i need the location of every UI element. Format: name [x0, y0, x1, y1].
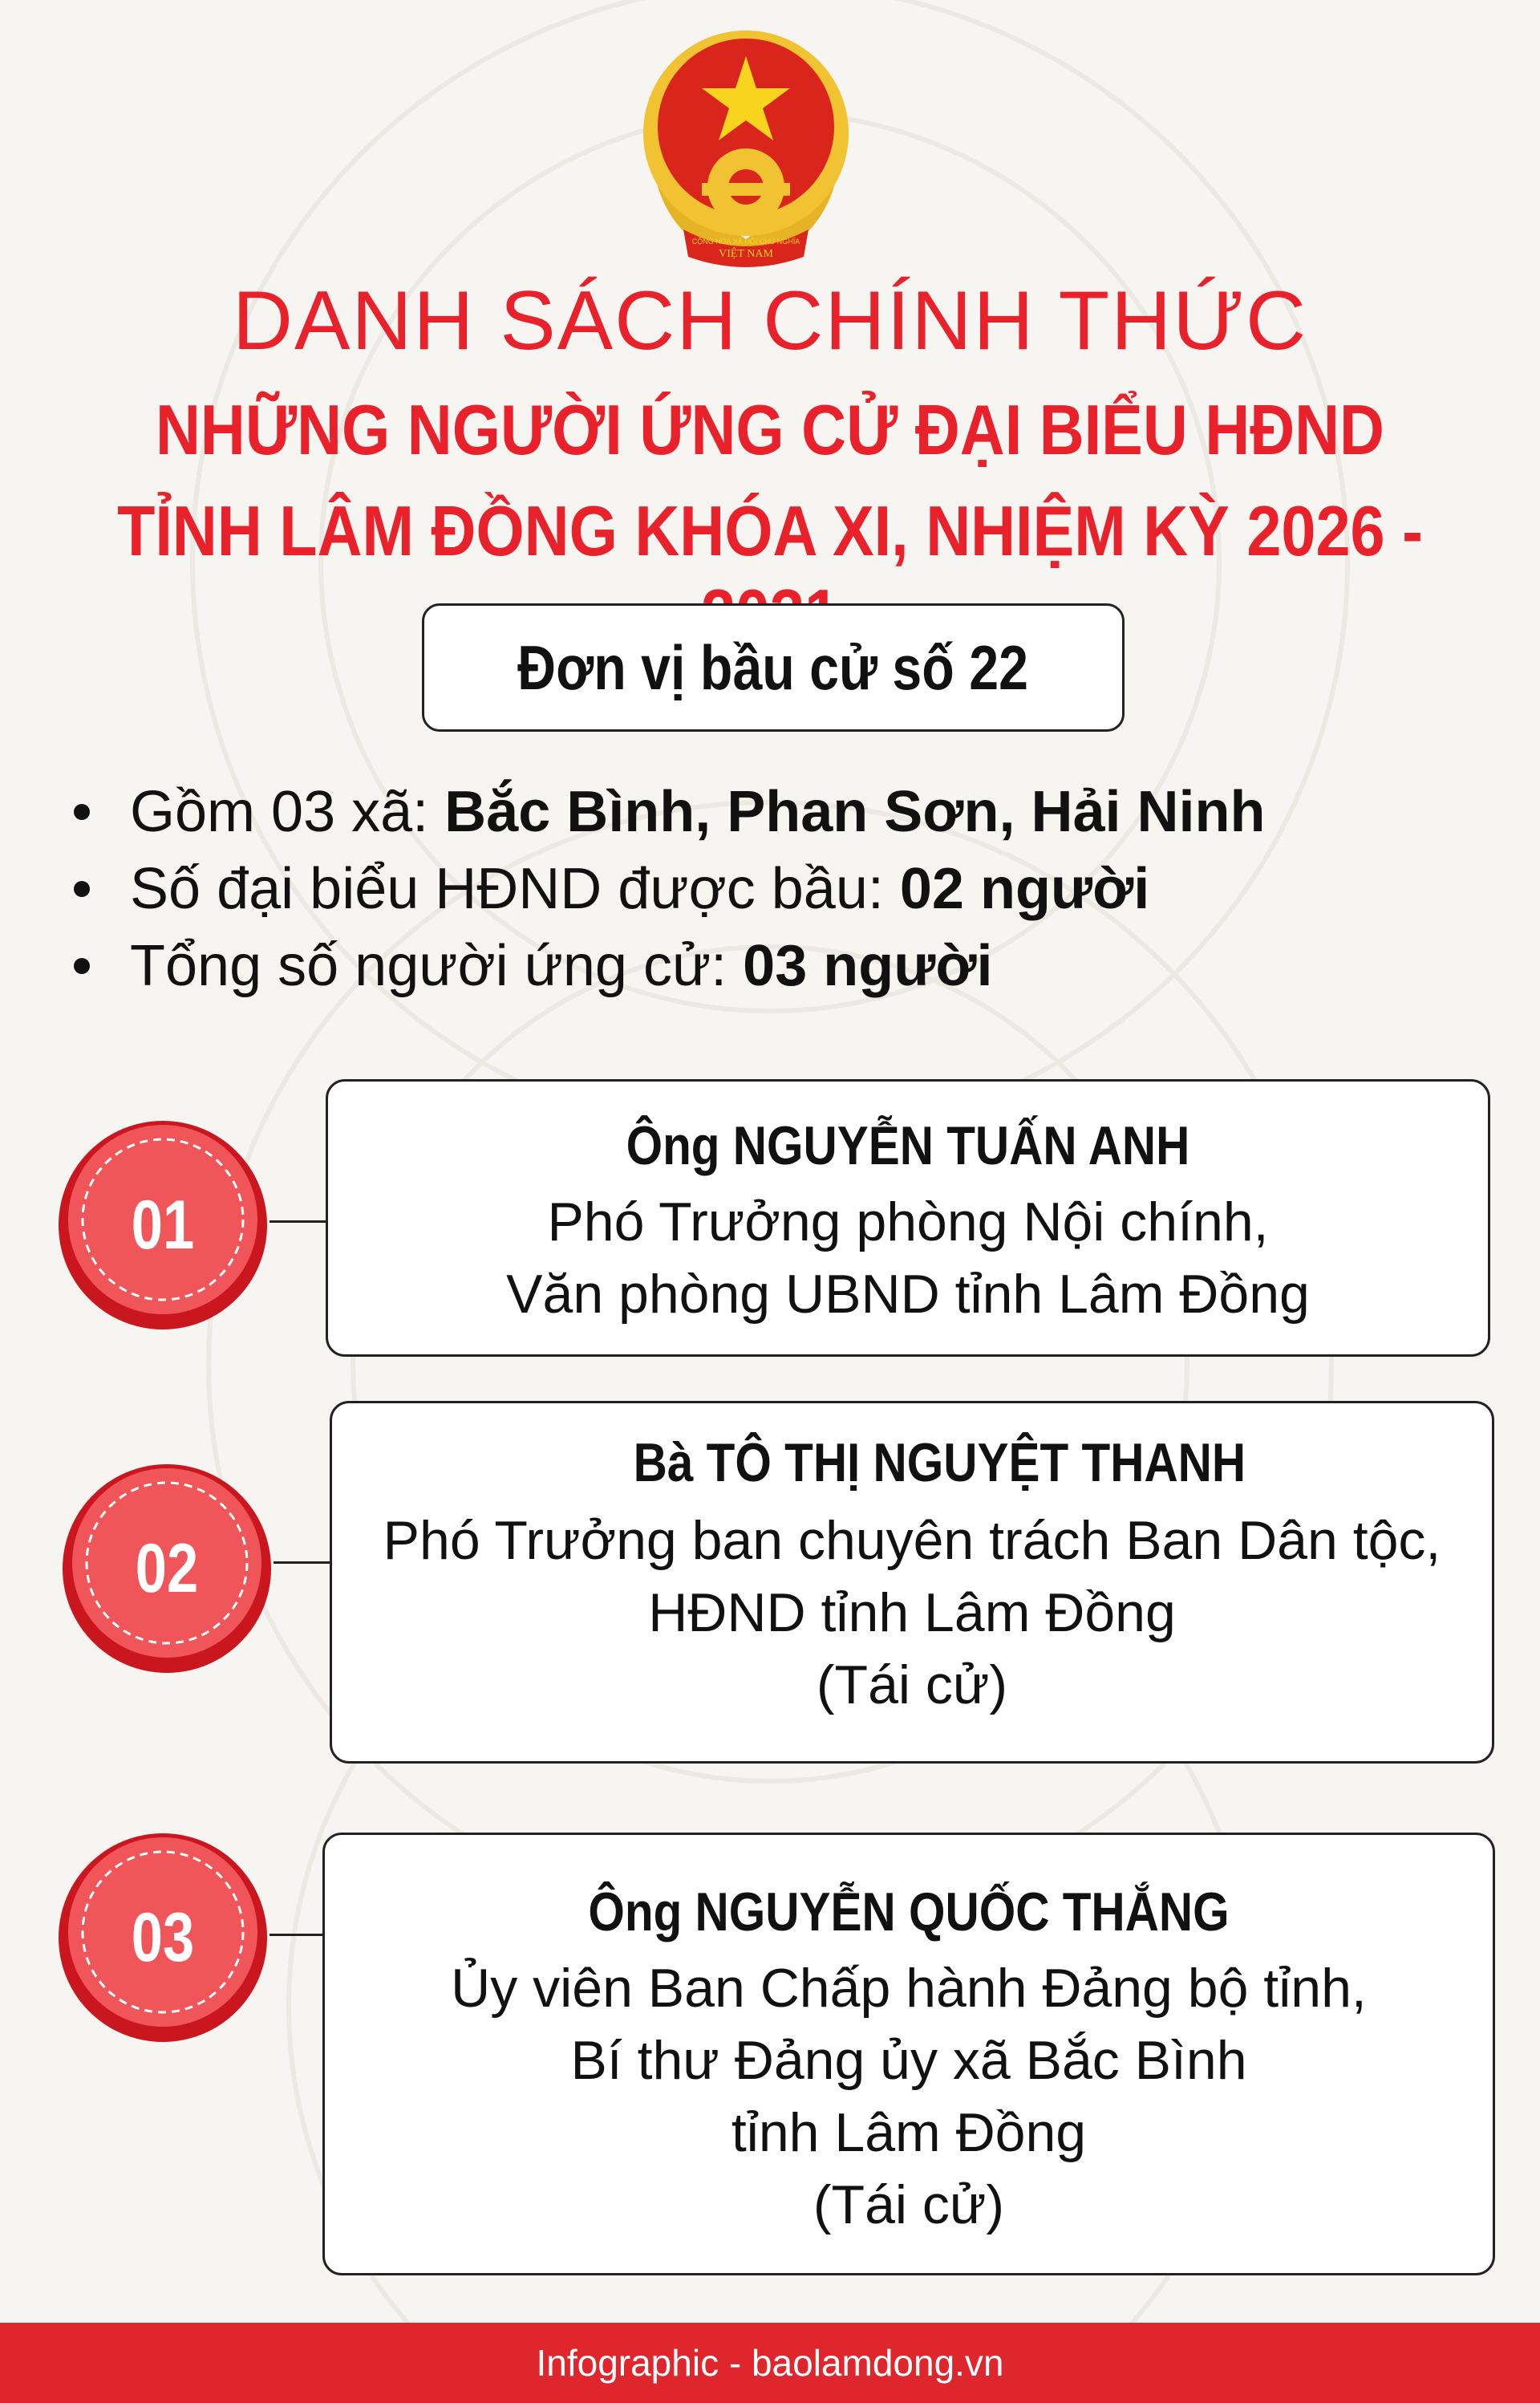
candidate-card	[330, 1401, 1494, 1764]
candidate-title-line: Phó Trưởng ban chuyên trách Ban Dân tộc,	[383, 1510, 1441, 1571]
number-badge-label-wrap	[55, 1117, 271, 1333]
candidate-title-line: HĐND tỉnh Lâm Đồng	[648, 1582, 1176, 1643]
candidate-title-line: Văn phòng UBND tỉnh Lâm Đồng	[506, 1264, 1310, 1325]
number-badge-label-wrap	[59, 1460, 275, 1677]
fact-candidates-total	[64, 928, 1476, 1005]
candidate-title-line: Bí thư Đảng ủy xã Bắc Bình	[570, 2030, 1247, 2091]
connector-line	[270, 1934, 322, 1936]
fact-label: Gồm 03 xã:	[130, 780, 445, 844]
number-badge-label-wrap	[55, 1829, 271, 2046]
candidate-title-line: (Tái cử)	[813, 2174, 1005, 2235]
emblem-text-bottom: VIỆT NAM	[719, 248, 773, 260]
candidate-title-line: tỉnh Lâm Đồng	[731, 2102, 1087, 2163]
title-line-2: NHỮNG NGƯỜI ỨNG CỬ ĐẠI BIỂU HĐND	[156, 390, 1384, 469]
candidate-title-line: Ủy viên Ban Chấp hành Đảng bộ tỉnh,	[451, 1958, 1367, 2019]
footer-credit: Infographic - baolamdong.vn	[0, 2323, 1540, 2403]
candidate-name: Ông NGUYỄN TUẤN ANH	[626, 1115, 1190, 1176]
candidate-title-line: (Tái cử)	[816, 1654, 1008, 1715]
title-line-3: TỈNH LÂM ĐỒNG KHÓA XI, NHIỆM KỲ 2026 -	[117, 491, 1423, 570]
fact-value: 03 người	[743, 934, 993, 998]
fact-value: Bắc Bình, Phan Sơn, Hải Ninh	[444, 780, 1266, 844]
candidate-name: Bà TÔ THỊ NGUYỆT THANH	[633, 1432, 1246, 1493]
bullet-icon	[74, 958, 90, 974]
fact-label: Số đại biểu HĐND được bầu:	[130, 857, 900, 921]
fact-seats	[64, 850, 1476, 928]
fact-communes	[64, 773, 1476, 850]
election-unit-box	[422, 603, 1125, 732]
bullet-icon	[74, 881, 90, 897]
facts-list	[64, 773, 1476, 1005]
connector-line	[274, 1561, 330, 1564]
candidate-name: Ông NGUYỄN QUỐC THẮNG	[588, 1881, 1230, 1942]
candidate-card	[322, 1833, 1495, 2275]
bullet-icon	[74, 804, 90, 820]
emblem-text-top: CỘNG HÒA XÃ HỘI CHỦ NGHĨA	[691, 237, 800, 246]
title-line-1: DANH SÁCH CHÍNH THỨC	[232, 274, 1308, 367]
election-unit-label: Đơn vị bầu cử số 22	[517, 631, 1029, 703]
candidate-number: 02	[135, 1530, 199, 1607]
connector-line	[270, 1220, 326, 1223]
fact-label: Tổng số người ứng cử:	[130, 934, 744, 998]
candidate-title-line: Phó Trưởng phòng Nội chính,	[547, 1191, 1269, 1252]
candidate-card	[326, 1079, 1490, 1357]
candidate-number: 01	[131, 1187, 195, 1264]
fact-value: 02 người	[899, 857, 1150, 921]
candidate-number: 03	[131, 1899, 195, 1976]
national-emblem	[626, 22, 866, 279]
